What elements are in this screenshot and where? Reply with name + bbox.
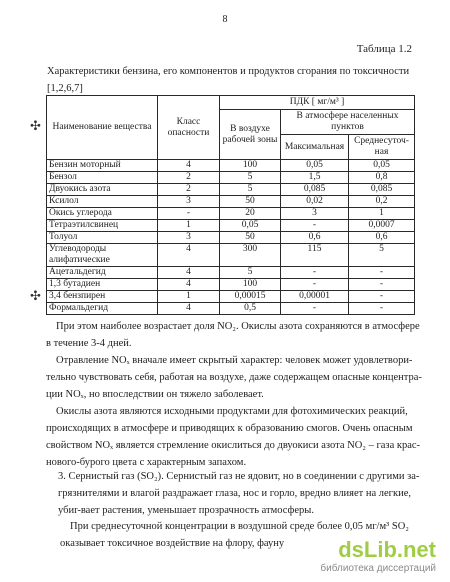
cell-name: Двуокись азота bbox=[47, 184, 158, 196]
cell-cls: 4 bbox=[158, 279, 220, 291]
cell-daily: 5 bbox=[349, 244, 415, 267]
cell-daily: - bbox=[349, 267, 415, 279]
cell-cls: 4 bbox=[158, 160, 220, 172]
table-row bbox=[47, 291, 415, 303]
paragraph: Окислы азота являются исходными продуктами для фотохимических реакций, происходящих в атмосфере и приводящих к образованию смогов. Очень опасным свойством NOₓ является стремление окислиться до двуокиси азота NO₂ – газа крас-нового-бурого цвета с характерным запахом. bbox=[46, 406, 421, 468]
cell-wz: 50 bbox=[220, 232, 281, 244]
cell-max: 1,5 bbox=[281, 172, 349, 184]
cell-max: 0,05 bbox=[281, 160, 349, 172]
cell-name: Окись углерода bbox=[47, 208, 158, 220]
watermark-logo: dsLib.net bbox=[338, 537, 436, 562]
cell-wz: 5 bbox=[220, 184, 281, 196]
cell-cls: 1 bbox=[158, 291, 220, 303]
cell-name: Ксилол bbox=[47, 196, 158, 208]
page-number: 8 bbox=[222, 14, 228, 25]
header-name: Наименование вещества bbox=[47, 96, 158, 160]
cell-daily: 0,085 bbox=[349, 184, 415, 196]
cell-wz: 300 bbox=[220, 244, 281, 267]
cell-wz: 100 bbox=[220, 160, 281, 172]
cell-name: Углеводороды алифатические bbox=[47, 244, 158, 267]
cell-cls: 3 bbox=[158, 232, 220, 244]
cell-name: Бензин моторный bbox=[47, 160, 158, 172]
cell-wz: 100 bbox=[220, 279, 281, 291]
cell-name: Ацетальдегид bbox=[47, 267, 158, 279]
cell-wz: 0,05 bbox=[220, 220, 281, 232]
cell-cls: 2 bbox=[158, 184, 220, 196]
margin-mark-icon: ✣ bbox=[30, 118, 41, 133]
cell-cls: 4 bbox=[158, 244, 220, 267]
table-number: Таблица 1.2 bbox=[356, 43, 412, 55]
header-class: Класс опасности bbox=[158, 96, 220, 160]
cell-wz: 5 bbox=[220, 267, 281, 279]
cell-name: 3,4 бензпирен bbox=[47, 291, 158, 303]
cell-wz: 50 bbox=[220, 196, 281, 208]
table-row bbox=[47, 172, 415, 184]
table-row bbox=[47, 279, 415, 291]
cell-name: Бензол bbox=[47, 172, 158, 184]
table-row bbox=[47, 244, 415, 267]
header-atmosphere: В атмосфере населенных пунктов bbox=[281, 110, 415, 135]
cell-max: - bbox=[281, 220, 349, 232]
cell-max: 115 bbox=[281, 244, 349, 267]
cell-wz: 5 bbox=[220, 172, 281, 184]
table-row bbox=[47, 220, 415, 232]
cell-daily: 0,6 bbox=[349, 232, 415, 244]
cell-daily: 0,2 bbox=[349, 196, 415, 208]
cell-max: 0,6 bbox=[281, 232, 349, 244]
cell-cls: - bbox=[158, 208, 220, 220]
table-row bbox=[47, 208, 415, 220]
cell-daily: 0,05 bbox=[349, 160, 415, 172]
margin-mark-icon: ✣ bbox=[30, 288, 41, 303]
cell-daily: 1 bbox=[349, 208, 415, 220]
cell-name: Толуол bbox=[47, 232, 158, 244]
cell-max: 0,00001 bbox=[281, 291, 349, 303]
cell-max: - bbox=[281, 303, 349, 315]
cell-cls: 4 bbox=[158, 267, 220, 279]
cell-name: Тетраэтилсвинец bbox=[47, 220, 158, 232]
paragraph: 3. Сернистый газ (SO₂). Сернистый газ не ядовит, но в соединении с другими за-грязнителями и влагой раздражает глаза, нос и горло, вредно влияет на легкие, убиr-вает растения, уменьшает прозрачность атмосферы. bbox=[58, 471, 420, 516]
cell-max: 0,02 bbox=[281, 196, 349, 208]
cell-daily: 0,8 bbox=[349, 172, 415, 184]
watermark-subtitle: библиотека диссертаций bbox=[320, 563, 436, 574]
cell-cls: 2 bbox=[158, 172, 220, 184]
cell-cls: 1 bbox=[158, 220, 220, 232]
watermark bbox=[320, 537, 436, 574]
header-daily: Среднесуточ-ная bbox=[349, 135, 415, 160]
paragraph: При среднесуточной концентрации в воздушной среде более 0,05 мг/м³ SO₂ оказывает токсичное воздействие на флору, фауну bbox=[60, 521, 409, 549]
cell-name: Формальдегид bbox=[47, 303, 158, 315]
cell-daily: - bbox=[349, 303, 415, 315]
cell-wz: 20 bbox=[220, 208, 281, 220]
header-working-zone: В воздухе рабочей зоны bbox=[220, 110, 281, 160]
paragraph: Отравление NOₓ вначале имеет скрытый характер: человек может удовлетвори-тельно чувствовать себя, работая на воздухе, даже содержащем опасные концентра-ции NOₓ, но впоследствии он тяжело заболевает. bbox=[46, 355, 422, 400]
cell-daily: - bbox=[349, 291, 415, 303]
header-pdk: ПДК [ мг/м³ ] bbox=[220, 96, 415, 110]
cell-daily: - bbox=[349, 279, 415, 291]
table-caption: Характеристики бензина, его компонентов и продуктов сгорания по токсичности [1,2,6,7] bbox=[47, 66, 410, 94]
table-row bbox=[47, 196, 415, 208]
table-row bbox=[47, 184, 415, 196]
header-max: Максимальная bbox=[281, 135, 349, 160]
cell-cls: 3 bbox=[158, 196, 220, 208]
cell-cls: 4 bbox=[158, 303, 220, 315]
cell-wz: 0,00015 bbox=[220, 291, 281, 303]
cell-daily: 0,0007 bbox=[349, 220, 415, 232]
cell-name: 1,3 бутадиен bbox=[47, 279, 158, 291]
table-row bbox=[47, 267, 415, 279]
cell-wz: 0,5 bbox=[220, 303, 281, 315]
table-row bbox=[47, 303, 415, 315]
table-row bbox=[47, 160, 415, 172]
toxicity-table bbox=[46, 95, 415, 315]
cell-max: - bbox=[281, 279, 349, 291]
cell-max: 3 bbox=[281, 208, 349, 220]
cell-max: - bbox=[281, 267, 349, 279]
table-row bbox=[47, 232, 415, 244]
cell-max: 0,085 bbox=[281, 184, 349, 196]
paragraph: При этом наиболее возрастает доля NO₂. Окислы азота сохраняются в атмосфере в течение 3-4 дней. bbox=[46, 321, 420, 349]
